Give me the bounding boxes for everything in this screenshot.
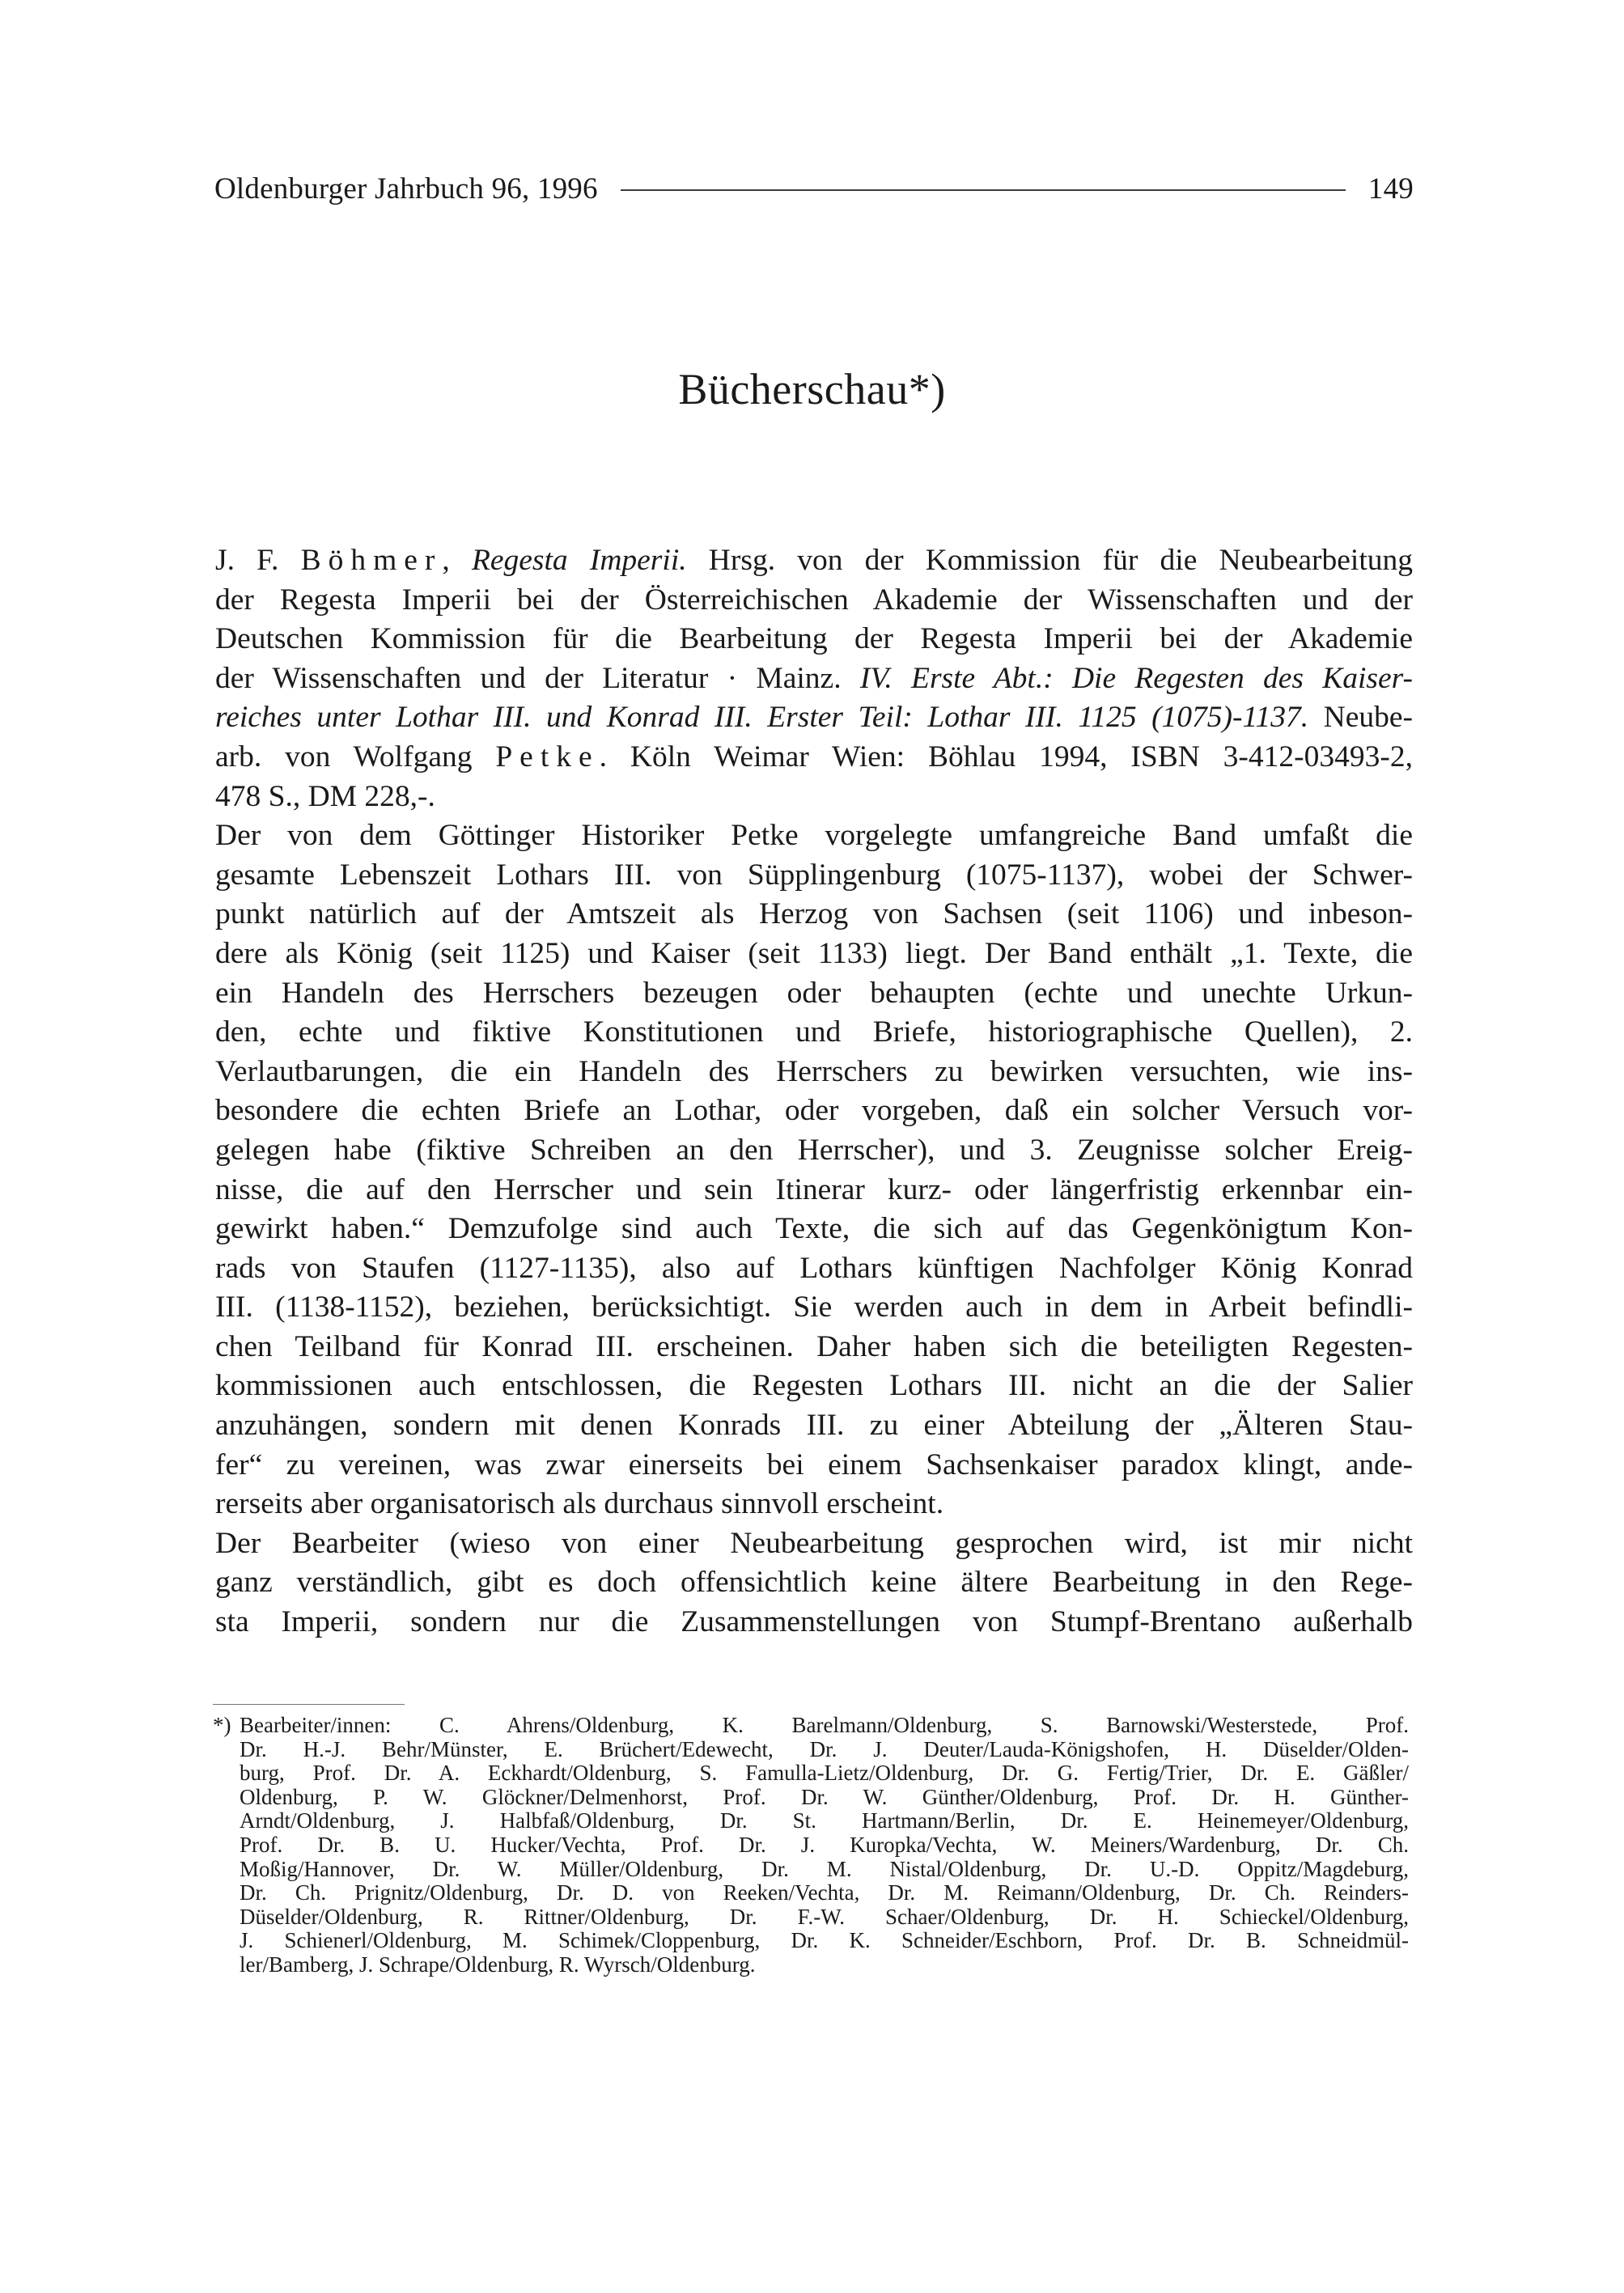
citation-line [215,659,1413,699]
footnote-text: Dr. Ch. Prignitz/Oldenburg, Dr. D. von Reeken/Vechta, Dr. M. Reimann/Oldenburg, Dr. Ch. Reinders- [240,1880,1409,1905]
citation-text: der Wissenschaften und der Literatur · Mainz. [215,661,860,695]
citation-line [215,778,1413,817]
footnote-text: Prof. Dr. B. U. Hucker/Vechta, Prof. Dr. J. Kuropka/Vechta, W. Meiners/Wardenburg, Dr. Ch. [240,1832,1409,1857]
footnote-marker [213,1953,240,1977]
citation-text: arb. von Wolfgang [215,740,496,774]
footnote-line [213,1833,1409,1858]
text-line: anzuhängen, sondern mit denen Konrads III. zu einer Abteilung der „Älteren Stau- [215,1409,1413,1443]
footnote-text: Oldenburg, P. W. Glöckner/Delmenhorst, Prof. Dr. W. Günther/Oldenburg, Prof. Dr. H. Günther- [240,1784,1409,1809]
citation-text: reiches unter Lothar III. und Konrad III. Erster Teil: Lothar III. 1125 (1075)-1137. [215,701,1309,735]
footnote-marker [213,1833,240,1858]
citation-text: J. F. [215,544,301,577]
text-line: gelegen habe (fiktive Schreiben an den Herrscher), und 3. Zeugnisse solcher Ereig- [215,1133,1413,1167]
footnote [213,1714,1409,1977]
footnote-marker [213,1881,240,1905]
footnote-text: Düselder/Oldenburg, R. Rittner/Oldenburg, Dr. F.-W. Schaer/Oldenburg, Dr. H. Schieckel/Oldenburg, [240,1904,1409,1929]
citation-line [215,620,1413,659]
text-line: rads von Staufen (1127-1135), also auf Lothars künftigen Nachfolger König Konrad [215,1251,1413,1285]
footnote-line [213,1953,1409,1977]
citation-text: Deutschen Kommission für die Bearbeitung der Regesta Imperii bei der Akademie [215,622,1413,656]
text-line: rerseits aber organisatorisch als durchaus sinnvoll erscheint. [215,1487,944,1521]
author-name: Petke [495,740,600,774]
text-line: Verlautbarungen, die ein Handeln des Herrschers zu bewirken versuchten, wie ins- [215,1054,1413,1088]
footnote-text: Arndt/Oldenburg, J. Halbfaß/Oldenburg, Dr. St. Hartmann/Berlin, Dr. E. Heinemeyer/Oldenburg, [240,1808,1409,1833]
footnote-text: Moßig/Hannover, Dr. W. Müller/Oldenburg, Dr. M. Nistal/Oldenburg, Dr. U.-D. Oppitz/Magdeburg, [240,1856,1409,1881]
footnote-text: Dr. H.-J. Behr/Münster, E. Brüchert/Edewecht, Dr. J. Deuter/Lauda-Königshofen, H. Düselder/Olden- [240,1736,1409,1761]
footnote-marker [213,1929,240,1953]
text-line: besondere die echten Briefe an Lothar, oder vorgeben, daß ein solcher Versuch vor- [215,1094,1413,1128]
text-line: dere als König (seit 1125) und Kaiser (seit 1133) liegt. Der Band enthält „1. Texte, die [215,936,1413,970]
footnote-line [213,1809,1409,1833]
footnote-text: ler/Bamberg, J. Schrape/Oldenburg, R. Wyrsch/Oldenburg. [240,1952,756,1977]
citation-line [215,581,1413,621]
footnote-marker [213,1738,240,1762]
review-body [215,541,1413,1642]
text-line: fer“ zu vereinen, was zwar einerseits bei einem Sachsenkaiser paradox klingt, ande- [215,1447,1413,1481]
review-paragraph-1 [215,816,1413,1524]
section-title: Bücherschau*) [678,365,946,413]
footnote-rule [213,1704,405,1705]
footnote-text: J. Schienerl/Oldenburg, M. Schimek/Cloppenburg, Dr. K. Schneider/Eschborn, Prof. Dr. B. Schneidmül- [240,1928,1409,1953]
citation-line [215,698,1413,738]
text-line: gewirkt haben.“ Demzufolge sind auch Texte, die sich auf das Gegenkönigtum Kon- [215,1212,1413,1246]
citation-text: Hrsg. von der Kommission für die Neubearbeitung [686,544,1413,577]
header-rule [621,189,1346,191]
footnote-marker: *) [213,1713,231,1737]
text-line: Der von dem Göttinger Historiker Petke vorgelegte umfangreiche Band umfaßt die [215,819,1413,853]
citation-text: Regesta Imperii. [471,544,687,577]
review-citation [215,541,1413,816]
footnote-line [213,1905,1409,1930]
citation-text: 478 S., DM 228,-. [215,779,435,813]
citation-text: , [442,544,472,577]
page-number: 149 [1367,172,1414,206]
footnote-line [213,1858,1409,1882]
footnote-text: burg, Prof. Dr. A. Eckhardt/Oldenburg, S. Famulla-Lietz/Oldenburg, Dr. G. Fertig/Trier, Dr. E. Gäßler/ [240,1761,1409,1786]
text-line: gesamte Lebenszeit Lothars III. von Süpplingenburg (1075-1137), wobei der Schwer- [215,858,1413,892]
review-paragraph-2 [215,1524,1413,1642]
text-line: chen Teilband für Konrad III. erscheinen. Daher haben sich die beteiligten Regesten- [215,1329,1413,1363]
footnote-line [213,1786,1409,1810]
footnote-marker [213,1786,240,1810]
footnote-line [213,1881,1409,1905]
citation-text: . Köln Weimar Wien: Böhlau 1994, ISBN 3-412-03493-2, [599,740,1413,774]
footnote-marker [213,1761,240,1786]
citation-line [215,541,1413,581]
text-line: kommissionen auch entschlossen, die Regesten Lothars III. nicht an die der Salier [215,1369,1413,1403]
footnote-marker [213,1858,240,1882]
text-line: Der Bearbeiter (wieso von einer Neubearbeitung gesprochen wird, ist mir nicht [215,1526,1413,1560]
author-name: Böhmer [300,544,443,577]
text-line: punkt natürlich auf der Amtszeit als Herzog von Sachsen (seit 1106) und inbeson- [215,897,1413,931]
text-line: nisse, die auf den Herrscher und sein Itinerar kurz- oder längerfristig erkennbar ein- [215,1172,1413,1206]
citation-text: der Regesta Imperii bei der Österreichischen Akademie der Wissenschaften und der [215,583,1413,617]
citation-line [215,738,1413,778]
citation-text: Neube- [1308,701,1413,735]
text-line: ein Handeln des Herrschers bezeugen oder behaupten (echte und unechte Urkun- [215,976,1413,1010]
footnote-line [213,1929,1409,1953]
footnote-line [213,1761,1409,1786]
journal-title: Oldenburger Jahrbuch 96, 1996 [214,172,598,206]
footnote-text: Bearbeiter/innen: C. Ahrens/Oldenburg, K. Barelmann/Oldenburg, S. Barnowski/Westerstede, Prof. [240,1713,1409,1737]
footnote-marker [213,1905,240,1930]
running-head [214,168,1414,209]
citation-text: IV. Erste Abt.: Die Regesten des Kaiser- [859,661,1413,695]
text-line: den, echte und fiktive Konstitutionen und Briefe, historiographische Quellen), 2. [215,1015,1413,1049]
footnote-line [213,1738,1409,1762]
footnote-marker [213,1809,240,1833]
text-line: ganz verständlich, gibt es doch offensichtlich keine ältere Bearbeitung in den Rege- [215,1566,1413,1600]
text-line: III. (1138-1152), beziehen, berücksichtigt. Sie werden auch in dem in Arbeit befindli- [215,1291,1413,1325]
text-line: sta Imperii, sondern nur die Zusammenstellungen von Stumpf-Brentano außerhalb [215,1605,1413,1639]
footnote-line [213,1714,1409,1738]
